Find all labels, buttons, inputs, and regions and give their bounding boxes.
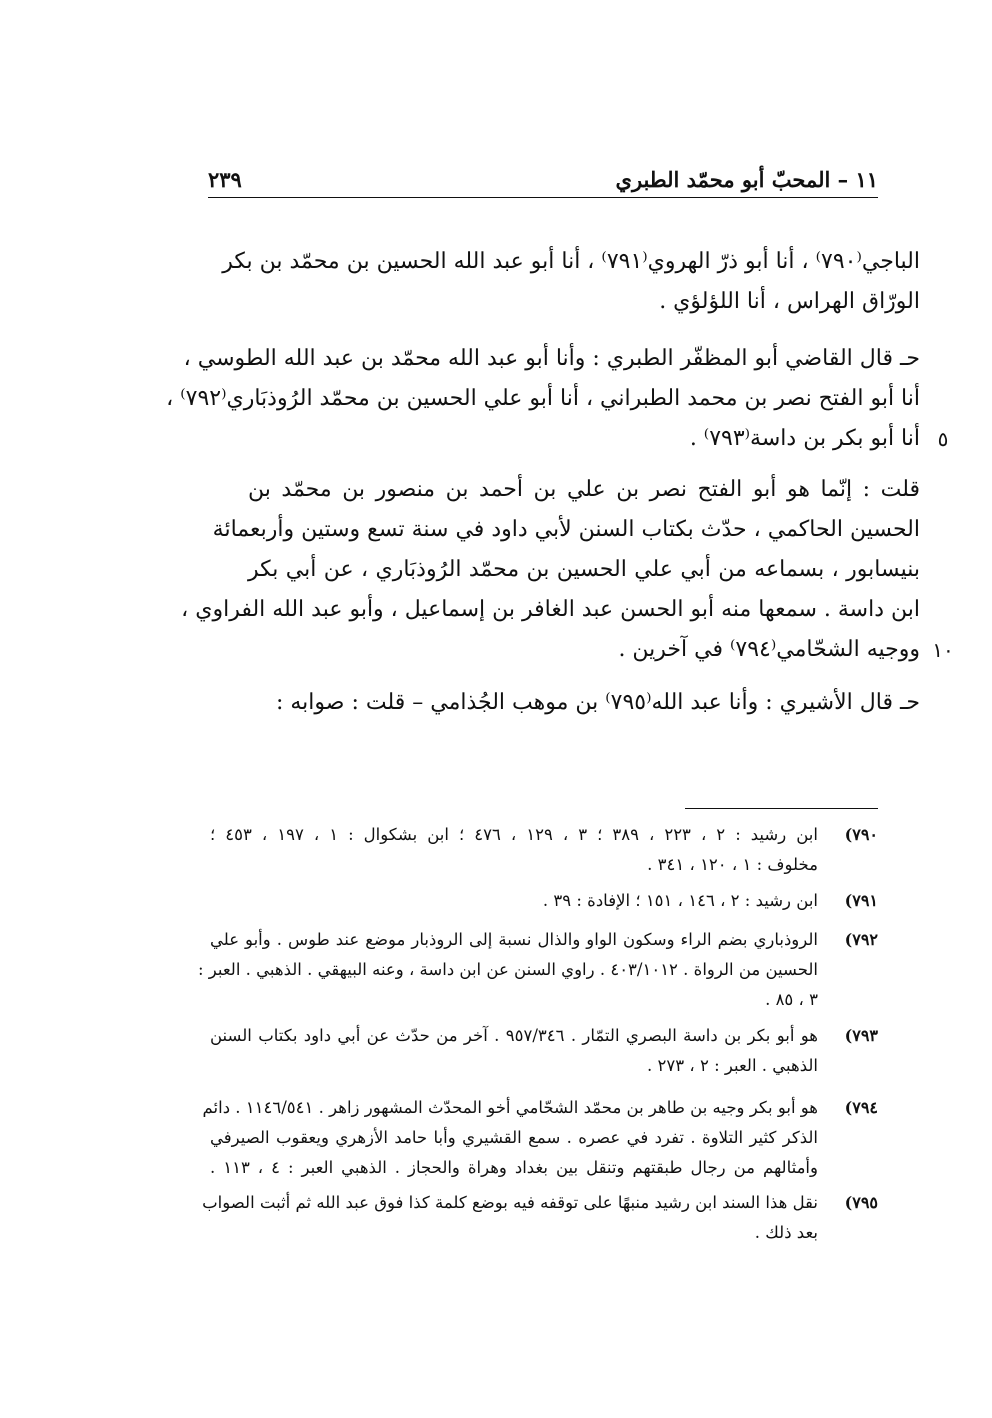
footnote-line: ٧٩٥) نقل هذا السند ابن رشيد منبهًا على توقفه فيه بوضع كلمة كذا فوق عبد الله ثم أثبت الصواب [210, 1188, 878, 1218]
footnote-number: ٧٩٢) [844, 930, 878, 949]
line-number: ٥ [937, 427, 949, 451]
chapter-title: ١١ – المحبّ أبو محمّد الطبري [615, 167, 878, 192]
text-line: ابن داسة . سمعها منه أبو الحسن عبد الغافر بن إسماعيل ، وأبو عبد الله الفراوي ، [181, 597, 920, 622]
footnote-line: وأمثالهم من رجال طبقتهم وتنقل بين بغداد وهراة والحجاز . الذهبي العبر : ٤ ، ١١٣ . [210, 1158, 818, 1177]
footnote-number: ٧٩١) [844, 891, 878, 910]
footnote-line: مخلوف : ١ ، ١٢٠ ، ٣٤١ . [647, 855, 818, 874]
footnote-line: ٧٩٢) الروذباري بضم الراء وسكون الواو والذال نسبة إلى الروذبار موضع عند طوس . وأبو علي [210, 925, 878, 955]
footnote-line: الذهبي . العبر : ٢ ، ٢٧٣ . [647, 1056, 818, 1075]
footnote-line: الحسين من الرواة . ٤٠٣/١٠١٢ . راوي السنن عن ابن داسة ، وعنه البيهقي . الذهبي . العبر : [197, 960, 818, 979]
text-line: ووجيه الشحّامي⁽٧٩٤⁾ في آخرين . [618, 637, 920, 662]
footnote-number: ٧٩٥) [844, 1193, 878, 1212]
text-line: أنا أبو الفتح نصر بن محمد الطبراني ، أنا أبو علي الحسين بن محمّد الرُوذبَاري⁽٧٩٢⁾ ، [166, 386, 920, 411]
footnote-line: ٧٩٤) هو أبو بكر وجيه بن طاهر بن محمّد الشحّامي أخو المحدّث المشهور زاهر . ١١٤٦/٥٤١ . دائم [210, 1093, 878, 1123]
footnote-line: ٧٩١) ابن رشيد : ٢ ، ١٤٦ ، ١٥١ ؛ الإفادة : ٣٩ . [210, 886, 878, 916]
text-line: الحسين الحاكمي ، حدّث بكتاب السنن لأبي داود في سنة تسع وستين وأربعمائة [212, 517, 920, 542]
text-line: قلت : إنّما هو أبو الفتح نصر بن علي بن أحمد بن منصور بن محمّد بن [248, 477, 920, 502]
line-number: ١٠ [932, 638, 954, 662]
footnote-line: ٧٩٣) هو أبو بكر بن داسة البصري التمّار . ٩٥٧/٣٤٦ . آخر من حدّث عن أبي داود بكتاب السنن [210, 1021, 878, 1051]
footnote-line: ٧٩٠) ابن رشيد : ٢ ، ٢٢٣ ، ٣٨٩ ؛ ٣ ، ١٢٩ ، ٤٧٦ ؛ ابن بشكوال : ١ ، ١٩٧ ، ٤٥٣ ؛ [210, 820, 878, 850]
text-line: الباجي⁽٧٩٠⁾ ، أنا أبو ذرّ الهروي⁽٧٩١⁾ ، أنا أبو عبد الله الحسين بن محمّد بن بكر [222, 249, 920, 274]
text-line: حـ قال القاضي أبو المظفّر الطبري : وأنا أبو عبد الله محمّد بن عبد الله الطوسي ، [183, 346, 920, 371]
text-line: حـ قال الأشيري : وأنا عبد الله⁽٧٩٥⁾ بن موهب الجُذامي – قلت : صوابه : [275, 690, 920, 715]
footnote-line: ٣ ، ٨٥ . [765, 990, 818, 1009]
footnote-number: ٧٩٤) [844, 1098, 878, 1117]
footnotes [197, 0, 878, 1418]
footnote-line: الذكر كثير التلاوة . تفرد في عصره . سمع القشيري وأبا حامد الأزهري ويعقوب الصيرفي [210, 1128, 818, 1147]
text-line: أنا أبو بكر بن داسة⁽٧٩٣⁾ . [689, 426, 920, 451]
footnote-number: ٧٩٣) [844, 1026, 878, 1045]
page-number: ٢٣٩ [208, 167, 242, 192]
text-line: الورّاق الهراس ، أنا اللؤلؤي . [659, 289, 920, 314]
text-line: بنيسابور ، بسماعه من أبي علي الحسين بن محمّد الرُوذبَاري ، عن أبي بكر [248, 557, 920, 582]
footnote-number: ٧٩٠) [844, 825, 878, 844]
footnote-line: بعد ذلك . [754, 1223, 818, 1242]
